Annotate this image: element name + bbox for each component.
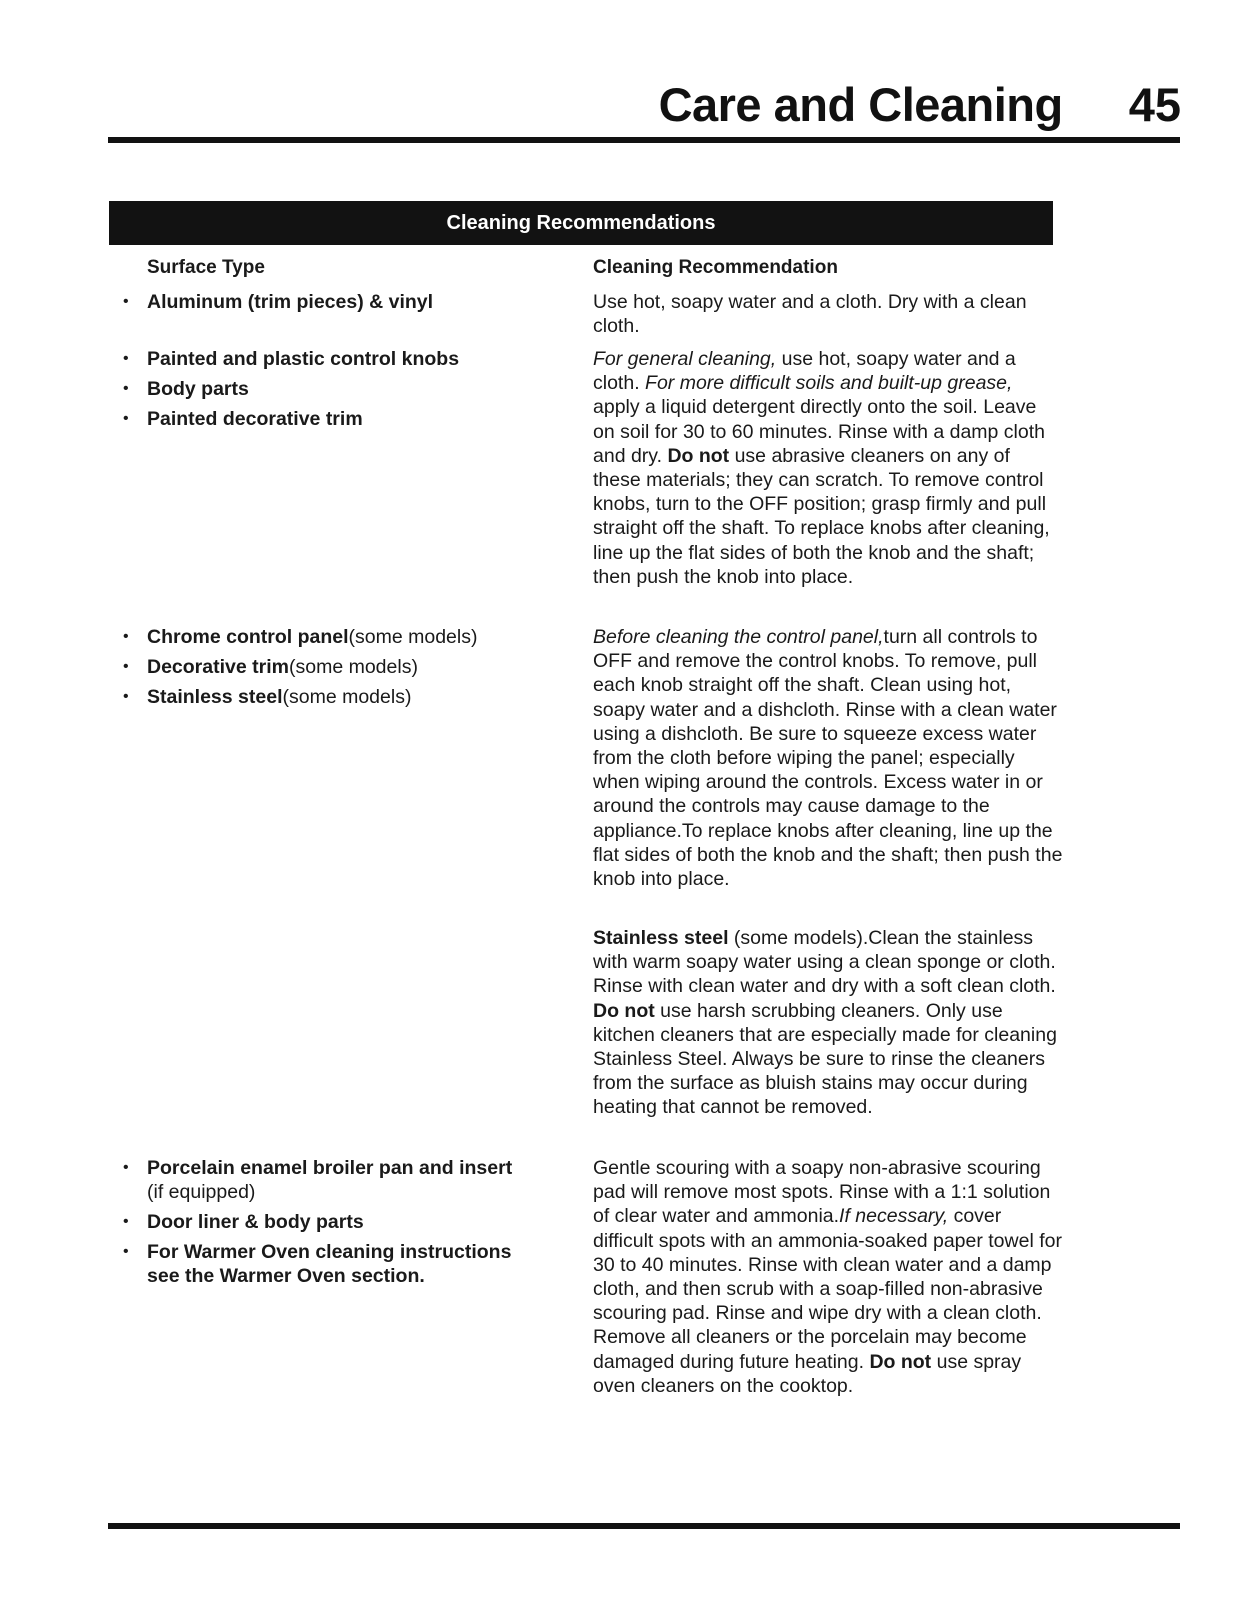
recommendation-segment: Gentle scouring with a soapy non-abrasive scouring pad will remove most spots. Rinse with a 1:1 solution of clear water and ammonia. <box>593 1157 1051 1228</box>
recommendation-segment: Do not <box>667 444 730 467</box>
bullet-icon: • <box>123 1243 129 1260</box>
cleaning-recommendation-text <box>593 347 1063 589</box>
surface-list <box>119 290 519 320</box>
recommendation-segment: use harsh scrubbing cleaners. Only use kitchen cleaners that are especially made for cleaning Stainless Steel. Always be sure to rinse the cleaners from the surface as bluish stains may occur during heating that cannot be removed. <box>593 999 1057 1119</box>
page-header <box>659 62 1181 132</box>
surface-name: Porcelain enamel broiler pan and insert <box>147 1157 513 1179</box>
bullet-icon: • <box>123 1213 129 1230</box>
bullet-icon: • <box>123 410 129 427</box>
surface-name: Painted and plastic control knobs <box>147 348 460 370</box>
recommendation-segment: turn all controls to OFF and remove the control knobs. To remove, pull each knob straight off the shaft. Clean using hot, soapy water and a dishcloth. Rinse with a clean water using a dishcloth. Be sure to squeeze excess water from the cloth before wiping the panel; especially when wiping around the controls. Excess water in or around the controls may cause damage to the appliance.To replace knobs after cleaning, line up the flat sides of both the knob and the shaft; then push the knob into place. <box>593 626 1063 891</box>
cleaning-recommendation-text <box>593 625 1063 891</box>
cleaning-recommendation-text <box>593 926 1063 1120</box>
bullet-icon: • <box>123 1159 129 1176</box>
recommendation-segment: Before cleaning the control panel, <box>593 626 884 648</box>
surface-name: For Warmer Oven cleaning instructions see the Warmer Oven section. <box>147 1241 512 1287</box>
surface-item <box>119 625 519 649</box>
surface-item <box>119 347 519 371</box>
footer-divider <box>108 1523 1180 1529</box>
surface-note: (if equipped) <box>147 1181 256 1203</box>
surface-item <box>119 1156 519 1204</box>
bullet-icon: • <box>123 350 129 367</box>
recommendation-segment: apply a liquid detergent directly onto the soil. Leave on soil for 30 to 60 minutes. Rinse with a damp cloth and dry. <box>593 396 1045 467</box>
surface-name: Body parts <box>147 378 249 400</box>
header-divider <box>108 137 1180 143</box>
surface-note: (some models) <box>282 686 412 708</box>
bullet-icon: • <box>123 380 129 397</box>
surface-name: Decorative trim <box>147 656 289 678</box>
surface-type-heading: Surface Type <box>147 257 265 278</box>
bullet-icon: • <box>123 293 129 310</box>
surface-item <box>119 685 519 709</box>
cleaning-recommendation-heading: Cleaning Recommendation <box>593 257 838 278</box>
bullet-icon: • <box>123 658 129 675</box>
cleaning-recommendation-text <box>593 290 1063 338</box>
surface-list <box>119 1156 519 1294</box>
cleaning-recommendation-text <box>593 1156 1063 1398</box>
surface-name: Door liner & body parts <box>147 1211 364 1233</box>
surface-item <box>119 377 519 401</box>
surface-item <box>119 1210 519 1234</box>
surface-list <box>119 347 519 437</box>
surface-note: (some models) <box>288 656 418 678</box>
surface-item <box>119 655 519 679</box>
surface-list <box>119 625 519 715</box>
page-number: 45 <box>1128 78 1181 131</box>
recommendation-segment: Stainless steel <box>593 927 729 949</box>
recommendation-segment: use hot, soapy water and a cloth. <box>593 348 1016 395</box>
recommendation-segment: Use hot, soapy water and a cloth. Dry with a clean cloth. <box>593 291 1027 338</box>
surface-item <box>119 407 519 431</box>
surface-name: Aluminum (trim pieces) & vinyl <box>147 291 434 313</box>
recommendation-segment: If necessary, <box>839 1205 949 1228</box>
bullet-icon: • <box>123 628 129 645</box>
recommendation-segment: For general cleaning, <box>593 348 777 370</box>
page-title: Care and Cleaning <box>658 78 1063 131</box>
surface-name: Chrome control panel <box>147 626 349 648</box>
surface-name: Painted decorative trim <box>147 408 363 430</box>
surface-item <box>119 290 519 314</box>
recommendation-segment: (some models).Clean the stainless with warm soapy water using a clean sponge or cloth. Rinse with clean water and dry with a soft clean cloth. <box>593 927 1056 998</box>
surface-note: (some models) <box>348 626 478 648</box>
recommendation-segment: For more difficult soils and built-up grease, <box>645 372 1013 395</box>
recommendation-segment: Do not <box>869 1350 932 1373</box>
bullet-icon: • <box>123 688 129 705</box>
recommendation-segment: use spray oven cleaners on the cooktop. <box>593 1350 1022 1397</box>
surface-item <box>119 1240 519 1288</box>
surface-name: Stainless steel <box>147 686 283 708</box>
section-banner: Cleaning Recommendations <box>109 201 1053 245</box>
recommendation-segment: Do not <box>593 999 655 1022</box>
recommendation-segment: use abrasive cleaners on any of these materials; they can scratch. To remove control knobs, turn to the OFF position; grasp firmly and pull straight off the shaft. To replace knobs after cleaning, line up the flat sides of both the knob and the shaft; then push the knob into place. <box>593 444 1050 588</box>
recommendation-segment: cover difficult spots with an ammonia-soaked paper towel for 30 to 40 minutes. Rinse with clean water and a damp cloth, and then scrub with a soap-filled non-abrasive scouring pad. Rinse and wipe dry with a clean cloth. Remove all cleaners or the porcelain may become damaged during future heating. <box>593 1205 1062 1373</box>
